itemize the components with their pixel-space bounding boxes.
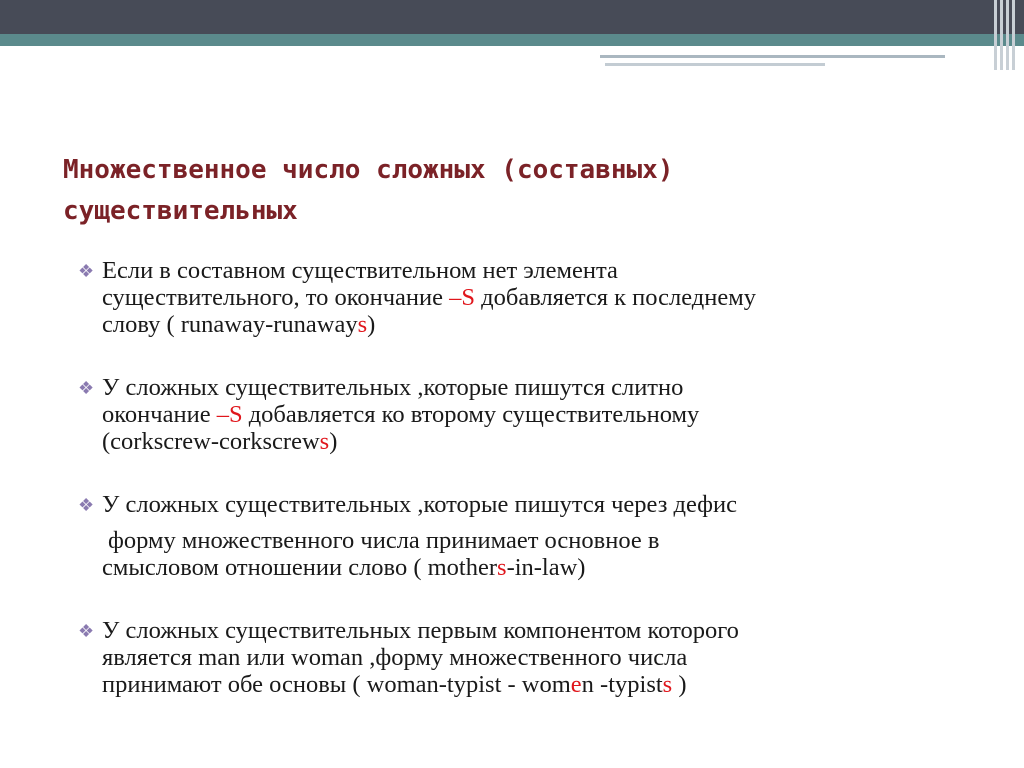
diamond-bullet-icon: ❖ xyxy=(78,495,95,515)
list-item xyxy=(78,374,978,455)
item-text: Если в составном существительном нет элемента xyxy=(102,257,618,284)
highlight-text: s xyxy=(357,311,368,338)
list-item xyxy=(78,491,978,581)
item-text: окончание –S добавляется ко второму существительному xyxy=(102,401,700,428)
highlight-text: e xyxy=(570,671,582,698)
highlight-text: –S xyxy=(449,284,476,311)
highlight-text: –S xyxy=(216,401,243,428)
list-item xyxy=(78,257,978,338)
bullet-list xyxy=(78,257,978,734)
item-text: принимают обе основы ( woman-typist - women -typists ) xyxy=(102,671,687,698)
title-line: Множественное число сложных (составных) xyxy=(63,155,674,185)
header-bar xyxy=(0,0,1024,34)
accent-band xyxy=(0,34,1024,46)
corner-stripes-decoration xyxy=(992,0,1024,70)
decorative-line xyxy=(605,63,825,66)
item-text: (corkscrew-corkscrews) xyxy=(102,428,338,455)
item-text: слову ( runaway-runaways) xyxy=(102,311,376,338)
decorative-line xyxy=(600,55,945,58)
highlight-text: s xyxy=(319,428,330,455)
highlight-text: s xyxy=(497,554,507,581)
list-item xyxy=(78,617,978,698)
item-text: является man или woman ,форму множественного числа xyxy=(102,644,688,671)
item-text: смысловом отношении слово ( mothers-in-law) xyxy=(102,554,586,581)
diamond-bullet-icon: ❖ xyxy=(78,378,95,398)
highlight-text: s xyxy=(662,671,673,698)
item-text: форму множественного числа принимает основное в xyxy=(108,527,660,554)
item-text: существительного, то окончание –S добавляется к последнему xyxy=(102,284,756,311)
item-text: У сложных существительных ,которые пишутся через дефис xyxy=(102,491,738,518)
diamond-bullet-icon: ❖ xyxy=(78,261,95,281)
item-text: У сложных существительных первым компонентом которого xyxy=(102,617,739,644)
diamond-bullet-icon: ❖ xyxy=(78,621,95,641)
slide-title xyxy=(63,150,963,232)
item-text: У сложных существительных ,которые пишутся слитно xyxy=(102,374,684,401)
title-line: существительных xyxy=(63,196,298,226)
